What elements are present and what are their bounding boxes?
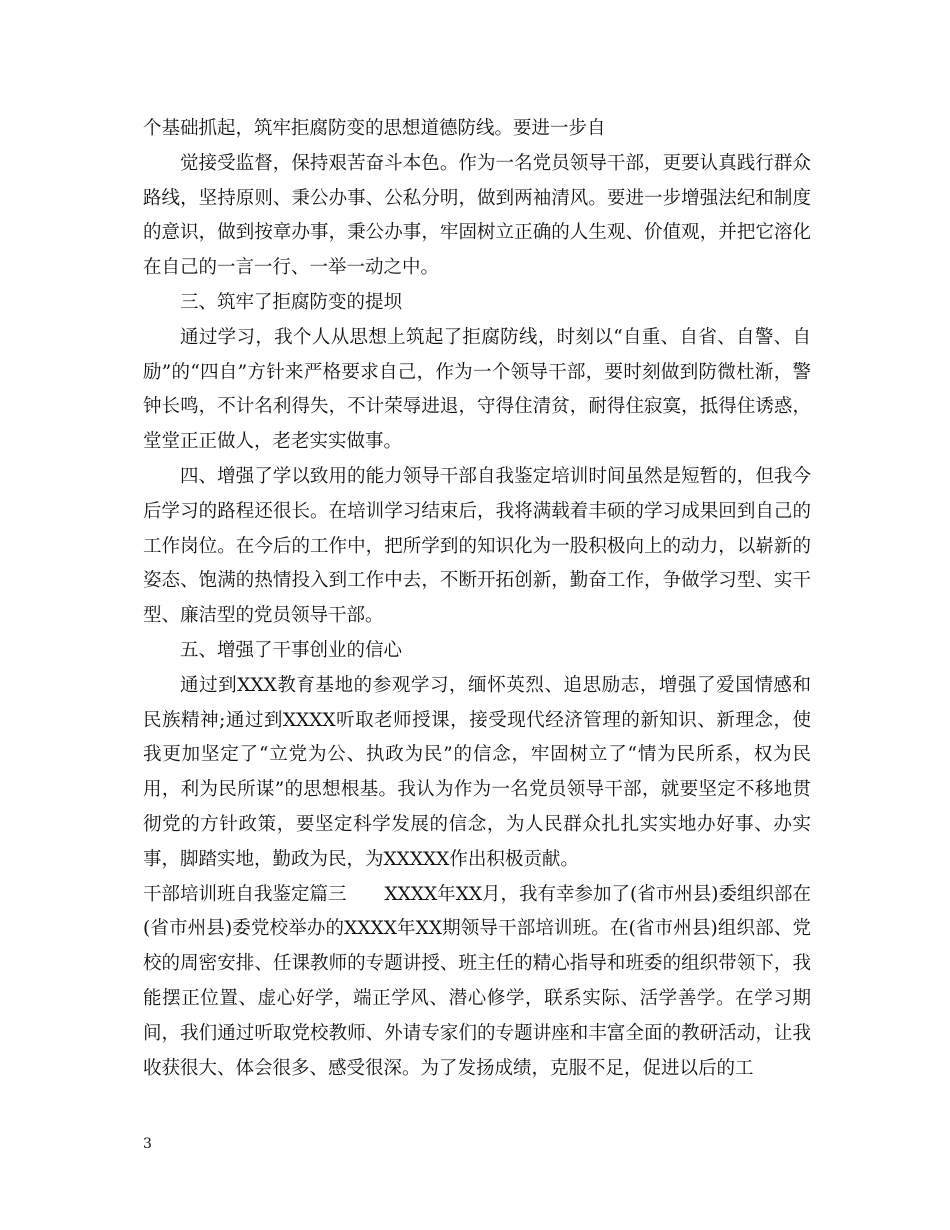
paragraph-anti-corruption: 通过学习，我个人从思想上筑起了拒腐防线，时刻以“自重、自省、自警、自励”的“四自”方针来严格要求自己，作为一个领导干部，要时刻做到防微杜渐，警钟长鸣，不计名利得失，不计荣辱进退，守得住清贫，耐得住寂寞，抵得住诱惑，堂堂正正做人，老老实实做事。 xyxy=(143,326,811,453)
paragraph-part-three xyxy=(143,878,811,1087)
part-three-title: 干部培训班自我鉴定篇三 xyxy=(143,883,347,905)
part-three-body: XXXX年XX月，我有幸参加了(省市州县)委组织部在(省市州县)委党校举办的XXXX年XX期领导干部培训班。在(省市州县)组织部、党校的周密安排、任课教师的专题讲授、班主任的精心指导和班委的组织带领下，我能摆正位置、虚心好学，端正学风、潜心修学，联系实际、活学善学。在学习期间，我们通过听取党校教师、外请专家们的专题讲座和丰富全面的教研活动，让我收获很大、体会很多、感受很深。为了发扬成绩，克服不足，促进以后的工 xyxy=(143,883,811,1079)
section-heading-5: 五、增强了干事创业的信心 xyxy=(180,639,403,661)
paragraph-section-4: 四、增强了学以致用的能力领导干部自我鉴定培训时间虽然是短暂的，但我今后学习的路程还很长。在培训学习结束后，我将满载着丰硕的学习成果回到自己的工作岗位。在今后的工作中，把所学到的知识化为一股积极向上的动力，以崭新的姿态、饱满的热情投入到工作中去，不断开拓创新，勤奋工作，争做学习型、实干型、廉洁型的党员领导干部。 xyxy=(143,465,811,627)
section-heading-3: 三、筑牢了拒腐防变的提坝 xyxy=(180,291,403,313)
document-body xyxy=(143,112,811,1086)
page-number: 3 xyxy=(143,1136,152,1152)
paragraph-education-base: 通过到XXX教育基地的参观学习，缅怀英烈、追思励志，增强了爱国情感和民族精神;通过到XXXX听取老师授课，接受现代经济管理的新知识、新理念，使我更加坚定了“立党为公、执政为民”的信念，牢固树立了“情为民所系，权为民用，利为民所谋”的思想根基。我认为作为一名党员领导干部，就要坚定不移地贯彻党的方针政策，要坚定科学发展的信念，为人民群众扎扎实实地办好事、办实事，脚踏实地，勤政为民，为XXXXX作出积极贡献。 xyxy=(143,674,811,870)
paragraph-supervision: 觉接受监督，保持艰苦奋斗本色。作为一名党员领导干部，更要认真践行群众路线，坚持原则、秉公办事、公私分明，做到两袖清风。要进一步增强法纪和制度的意识，做到按章办事，秉公办事，牢固树立正确的人生观、价值观，并把它溶化在自己的一言一行、一举一动之中。 xyxy=(143,152,811,279)
paragraph-continuation: 个基础抓起，筑牢拒腐防变的思想道德防线。要进一步自 xyxy=(143,118,606,139)
